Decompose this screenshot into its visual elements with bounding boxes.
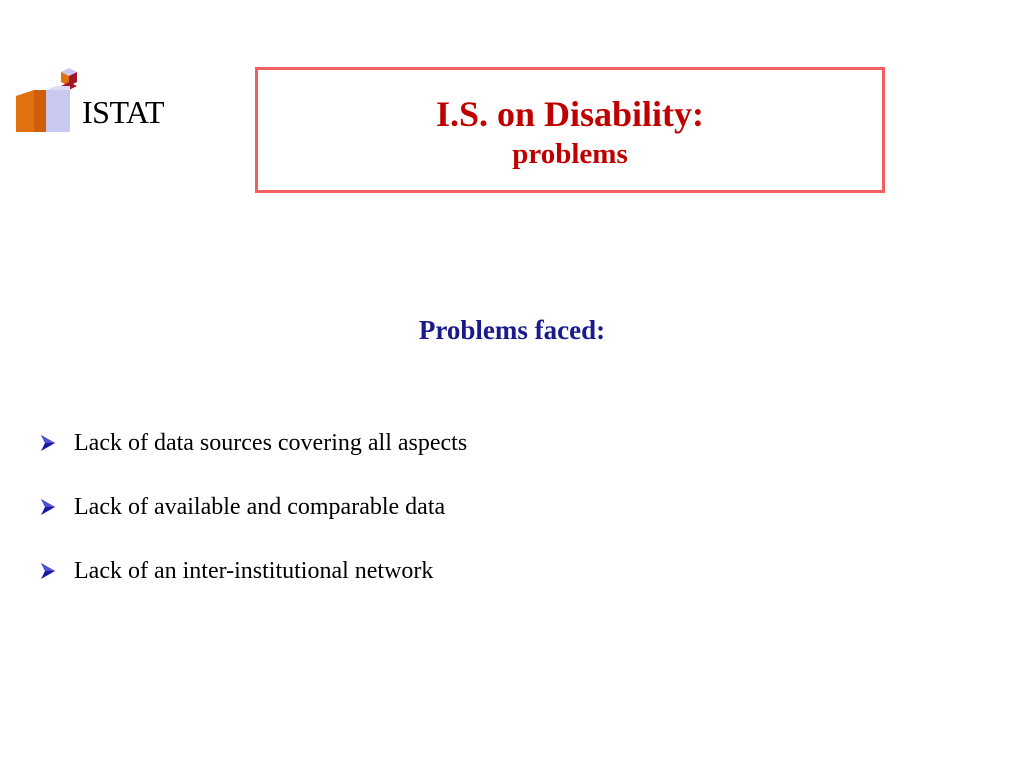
bullet-list xyxy=(38,426,467,618)
section-heading: Problems faced: xyxy=(418,315,606,345)
arrow-bullet-icon xyxy=(38,490,74,524)
bullet-text: Lack of an inter-institutional network xyxy=(74,558,434,584)
list-item xyxy=(38,426,467,490)
slide-title: I.S. on Disability: xyxy=(435,94,705,134)
bullet-text: Lack of data sources covering all aspects xyxy=(74,430,468,456)
bullet-text: Lack of available and comparable data xyxy=(74,494,446,520)
logo-text: ISTAT xyxy=(82,94,165,130)
slide-subtitle: problems xyxy=(512,138,628,170)
title-box xyxy=(255,67,885,193)
arrow-bullet-icon xyxy=(38,554,74,588)
arrow-bullet-icon xyxy=(38,426,74,460)
list-item xyxy=(38,490,467,554)
istat-logo-icon xyxy=(14,66,84,138)
list-item xyxy=(38,554,467,618)
istat-logo xyxy=(14,66,204,138)
